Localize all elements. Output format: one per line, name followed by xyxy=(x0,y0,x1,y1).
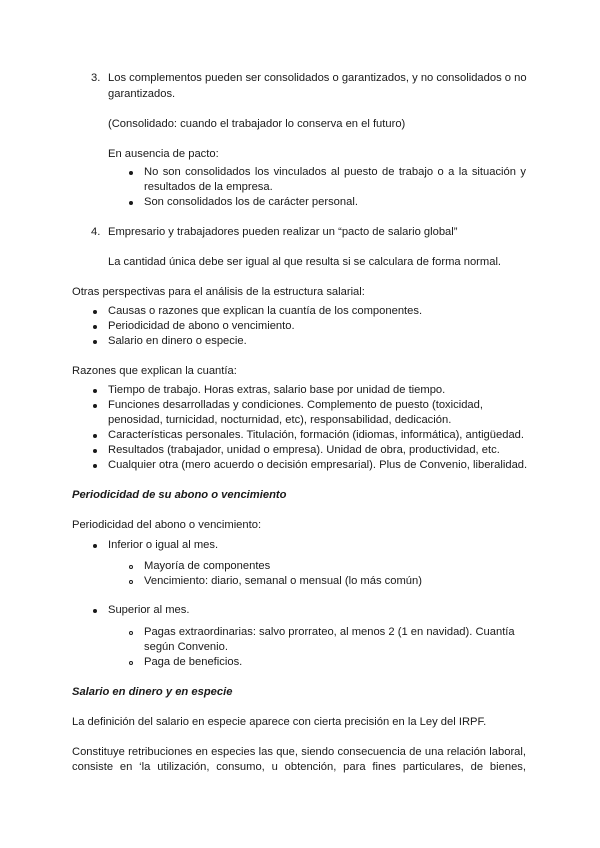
periodicidad-group-1-label: Inferior o igual al mes. xyxy=(108,539,219,551)
bullet-icon xyxy=(129,201,133,205)
razones-item-4: Resultados (trabajador, unidad o empresa). Unidad de obra, productividad, etc. xyxy=(108,444,500,456)
circle-bullet-icon xyxy=(129,661,133,665)
bullet-icon xyxy=(93,434,97,438)
especie-para-2-line2: consiste en ‘la utilización, consumo, u obtención, para fines particulares, de bienes, xyxy=(72,761,526,773)
bullet-icon xyxy=(93,310,97,314)
razones-item-2-line1: Funciones desarrolladas y condiciones. Complemento de puesto (toxicidad, xyxy=(108,399,483,411)
bullet-icon xyxy=(93,544,97,548)
razones-item-2-line2: penosidad, turnicidad, nocturnidad, etc), responsabilidad, dedicación. xyxy=(108,414,452,426)
razones-item-5: Cualquier otra (mero acuerdo o decisión empresarial). Plus de Convenio, liberalidad. xyxy=(108,459,528,471)
bullet-icon xyxy=(93,609,97,613)
bullet-icon xyxy=(93,449,97,453)
item-3-text-line2: garantizados. xyxy=(108,88,176,100)
periodicidad-group-2-sub-1-line2: según Convenio. xyxy=(144,641,228,653)
razones-intro: Razones que explican la cuantía: xyxy=(72,365,237,377)
bullet-icon xyxy=(93,404,97,408)
bullet-icon xyxy=(93,340,97,344)
perspectivas-item-1: Causas o razones que explican la cuantía de los componentes. xyxy=(108,305,423,317)
item-3-sub-intro: En ausencia de pacto: xyxy=(108,148,219,160)
razones-item-3: Características personales. Titulación, formación (idiomas, informática), antigüedad. xyxy=(108,429,524,441)
periodicidad-heading: Periodicidad de su abono o vencimiento xyxy=(72,489,287,501)
periodicidad-group-1-sub-2: Vencimiento: diario, semanal o mensual (lo más común) xyxy=(144,575,422,587)
perspectivas-item-2: Periodicidad de abono o vencimiento. xyxy=(108,320,295,332)
circle-bullet-icon xyxy=(129,580,133,584)
item-3-text-line1: Los complementos pueden ser consolidados o garantizados, y no consolidados o no xyxy=(108,72,527,84)
perspectivas-item-3: Salario en dinero o especie. xyxy=(108,335,247,347)
item-4-text: Empresario y trabajadores pueden realizar un “pacto de salario global” xyxy=(108,226,458,238)
especie-para-1: La definición del salario en especie aparece con cierta precisión en la Ley del IRPF. xyxy=(72,716,487,728)
item-3-bullet-2: Son consolidados los de carácter personal. xyxy=(144,196,358,208)
bullet-icon xyxy=(93,389,97,393)
circle-bullet-icon xyxy=(129,565,133,569)
periodicidad-group-2-label: Superior al mes. xyxy=(108,604,190,616)
item-3-bullet-1-line1: No son consolidados los vinculados al puesto de trabajo o a la situación y xyxy=(144,166,526,178)
bullet-icon xyxy=(93,464,97,468)
periodicidad-intro: Periodicidad del abono o vencimiento: xyxy=(72,519,262,531)
periodicidad-group-2-sub-2: Paga de beneficios. xyxy=(144,656,243,668)
periodicidad-group-1-sub-1: Mayoría de componentes xyxy=(144,560,271,572)
item-3-note: (Consolidado: cuando el trabajador lo conserva en el futuro) xyxy=(108,118,406,130)
perspectivas-intro: Otras perspectivas para el análisis de la estructura salarial: xyxy=(72,286,365,298)
item-3-bullet-1-line2: resultados de la empresa. xyxy=(144,181,273,193)
list-number-4: 4. xyxy=(91,226,101,238)
razones-item-1: Tiempo de trabajo. Horas extras, salario base por unidad de tiempo. xyxy=(108,384,446,396)
especie-para-2-line1: Constituye retribuciones en especies las que, siendo consecuencia de una relación laboral, xyxy=(72,746,526,758)
periodicidad-group-2-sub-1-line1: Pagas extraordinarias: salvo prorrateo, al menos 2 (1 en navidad). Cuantía xyxy=(144,626,515,638)
circle-bullet-icon xyxy=(129,631,133,635)
list-number-3: 3. xyxy=(91,72,101,84)
especie-heading: Salario en dinero y en especie xyxy=(72,686,233,698)
item-4-note: La cantidad única debe ser igual al que resulta si se calculara de forma normal. xyxy=(108,256,502,268)
bullet-icon xyxy=(129,171,133,175)
bullet-icon xyxy=(93,325,97,329)
